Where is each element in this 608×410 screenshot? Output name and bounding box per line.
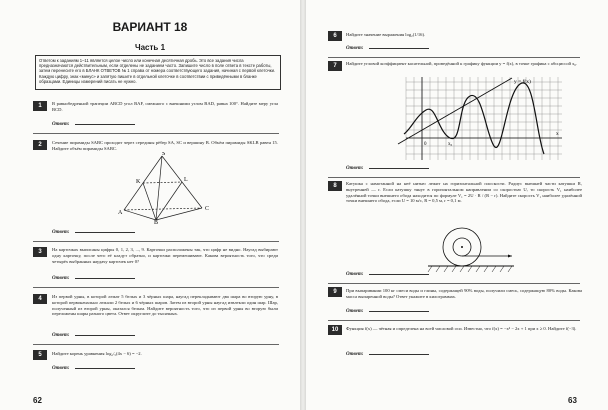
answer-label: Ответ:	[52, 122, 70, 127]
answer-label: Ответ:	[52, 333, 70, 338]
right-page	[306, 0, 608, 410]
answer-label: Ответ:	[52, 230, 70, 235]
task-number: 1	[33, 101, 47, 111]
task-number: 10	[328, 325, 342, 335]
divider	[328, 320, 580, 321]
task-text: В равнобедренной трапеции ABCD угол BAF, смежного с внешними углом BAD, равна 100°. Найдите меру угла BCD.	[52, 101, 278, 112]
instructions-box: Ответом к заданиям 1–11 является целое число или конечная десятичная дробь. Это все задания числа предназначаются действительным, если отделены не заданием часто. Запишите число в поле ответа в тексте работы, затем перенесите его в БЛАНК ОТВЕТОВ № 1 справа от номера соответствующего задания, начиная с первой клеточки. Каждую цифру, знак «минус» и запятую пишите в отдельной клеточке в соответствии с приведёнными в бланке образцами. Единицы измерений писать не нужно.	[35, 55, 281, 90]
label-S: S	[162, 152, 166, 157]
label-C: C	[205, 206, 210, 212]
answer-label: Ответ:	[346, 309, 364, 314]
variant-title: ВАРИАНТ 18	[112, 20, 188, 34]
task-text: При выпаривании 100 кг смеси воды и глины, содержащей 90% воды, получили смесь, содержащую 80% воды. Какова масса выпаренной воды? Ответ укажите в килограммах.	[346, 288, 582, 299]
pyramid-figure	[118, 152, 214, 224]
label-L: L	[184, 177, 188, 183]
divider	[328, 57, 580, 58]
tangent-line	[398, 78, 512, 144]
answer-field[interactable]	[346, 46, 429, 51]
answer-label: Ответ:	[52, 276, 70, 281]
page-number: 62	[33, 396, 42, 405]
task-text: Сечение пирамиды SABC проходит через середины рёбер SA, SC и вершину B. Объём пирамиды SKLB равен 15. Найдите объём пирамиды SABC.	[52, 140, 278, 151]
task-text: Найдите корень уравнения log₁/₅(4x − 6) = −2.	[52, 351, 142, 356]
left-page	[0, 0, 300, 410]
answer-field[interactable]	[346, 309, 429, 314]
page-number: 63	[568, 396, 577, 405]
answer-field[interactable]	[52, 122, 135, 127]
task-number: 7	[328, 61, 342, 71]
task-number: 6	[328, 31, 342, 41]
task-number: 3	[33, 247, 47, 257]
spool-figure	[426, 225, 516, 275]
answer-label: Ответ:	[52, 366, 70, 371]
answer-field[interactable]	[346, 352, 429, 357]
graph-x-label: x	[556, 131, 559, 137]
graph-y-label: y = f(x)	[514, 79, 531, 85]
answer-field[interactable]	[52, 230, 135, 235]
answer-field[interactable]	[52, 333, 135, 338]
graph-x0-label: x₀	[448, 142, 453, 147]
task-number: 4	[33, 294, 47, 304]
divider	[328, 283, 580, 284]
task-text: Функция f(x) — чётная и определена на всей числовой оси. Известно, что f(x) = −x² − 2x + 1 при x ≥ 0. Найдите f(−3).	[346, 326, 577, 331]
task-text: Найдите угловой коэффициент касательной, проведённой к графику функции y = f(x), в точке графика с абсциссой x₀.	[346, 61, 578, 66]
answer-label: Ответ:	[346, 352, 364, 357]
answer-field[interactable]	[52, 366, 135, 371]
answer-label: Ответ:	[346, 272, 364, 277]
label-A: A	[118, 210, 123, 216]
task-text: На карточках выписаны цифры 0, 1, 2, 3, ..., 9. Карточки расположены так, что цифр не видно. Наугад выбирают одну карточку, после чего её кладут обратно, и карточки перемешивают. Какова вероятность того, что среди четырёх выбранных наудачу карточек нет 0?	[52, 247, 278, 264]
divider	[33, 287, 279, 288]
task-number: 5	[33, 350, 47, 360]
task-number: 8	[328, 181, 342, 191]
answer-field[interactable]	[346, 166, 429, 171]
task-text: Найдите значение выражения log₂(1/16).	[346, 32, 426, 37]
label-B: B	[154, 220, 159, 224]
answer-field[interactable]	[346, 272, 429, 277]
divider	[33, 344, 279, 345]
task-text: Из первой урны, в которой лежат 5 белых и 3 чёрных шара, наугад перекладывают два шара во вторую урну, в которой первоначально лежали 2 белых и 6 чёрных шаров. Затем из второй урны наугад извлекли один шар. Шар, полученный из второй урны, оказался белым. Найдите вероятность того, что из первой урны во вторую были переложены шары разного цвета. Ответ округлите до тысячных.	[52, 294, 278, 317]
divider	[328, 177, 580, 178]
task-number: 9	[328, 287, 342, 297]
divider	[33, 133, 279, 134]
task-text: Катушка с намотанной на неё нитью лежит на горизонтальной плоскости. Радиус внешней части катушки R, внутренней — r. Если катушку тянут в горизонтальном направлении со скоростью U, то скорость V₁ наиболее удалённой точки внешнего обода находится по формуле V₁ = 2U · R / (R − r). Найдите скорость V₁ наиболее удалённой точки внешнего обода, если U = 10 м/с, R = 0,5 м, r = 0,1 м.	[346, 181, 582, 204]
label-K: K	[136, 179, 141, 185]
function-graph	[396, 74, 566, 164]
answer-label: Ответ:	[346, 166, 364, 171]
answer-field[interactable]	[52, 276, 135, 281]
part-title: Часть 1	[134, 43, 166, 52]
divider	[33, 241, 279, 242]
task-number: 2	[33, 140, 47, 150]
answer-label: Ответ:	[346, 46, 364, 51]
graph-origin-label: 0	[424, 142, 427, 147]
